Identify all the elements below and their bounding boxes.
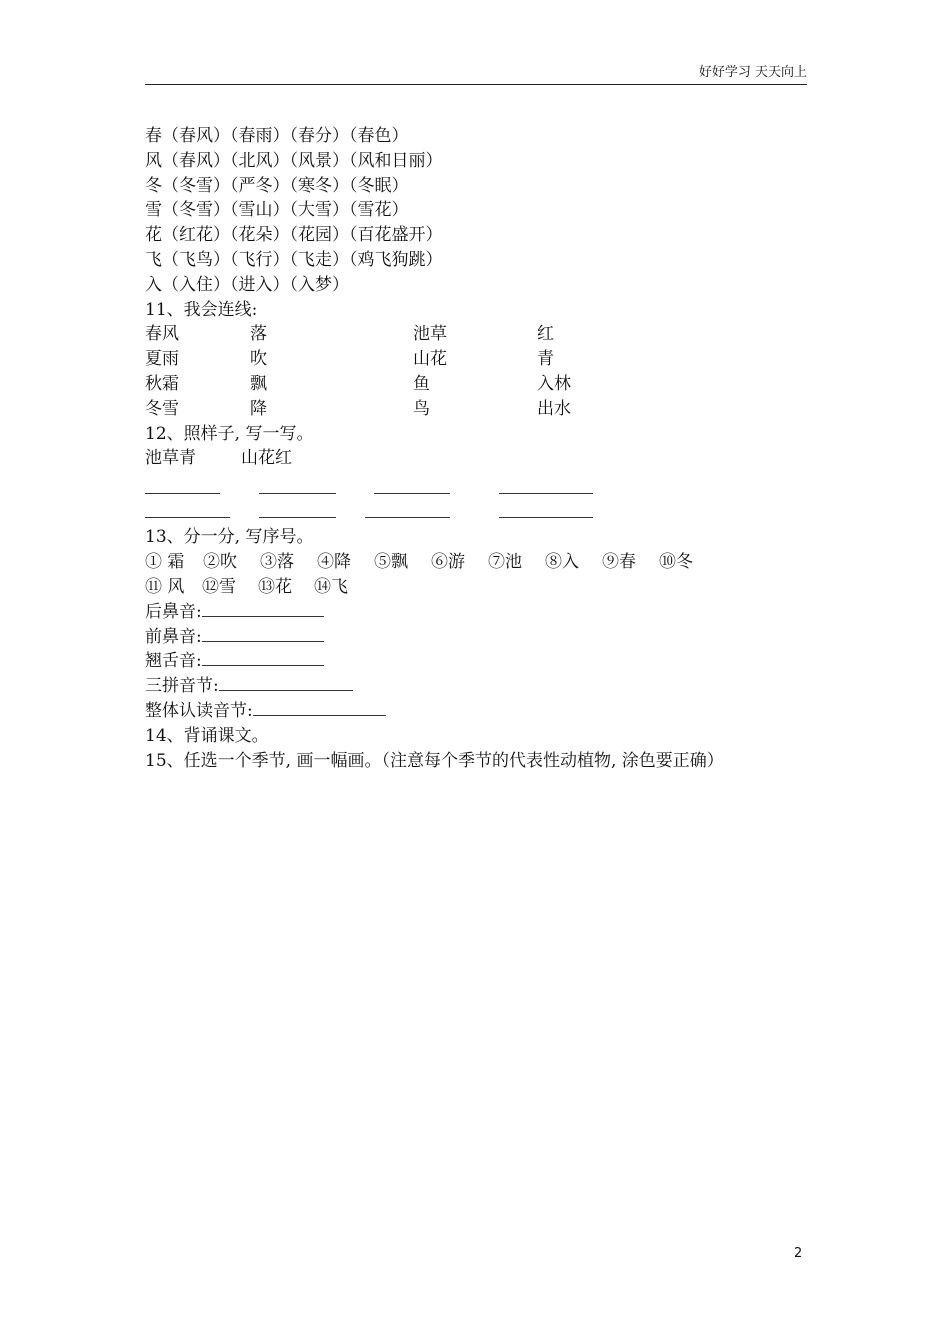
category-label: 三拼音节: xyxy=(145,676,219,697)
category-label: 翘舌音: xyxy=(145,651,202,672)
answer-blank[interactable] xyxy=(365,505,450,518)
word-line: 飞（飞鸟）（飞行）（飞走）（鸡飞狗跳） xyxy=(145,249,443,270)
match-item: 飘 xyxy=(250,373,267,394)
option-item: ⑦池 xyxy=(488,552,522,573)
category-line xyxy=(145,649,825,674)
answer-blank[interactable] xyxy=(499,505,593,518)
options-row xyxy=(145,575,825,600)
word-line: 花（红花）（花朵）（花园）（百花盛开） xyxy=(145,225,443,246)
question-12 xyxy=(145,422,825,526)
match-item: 入林 xyxy=(537,373,571,394)
option-item: ⑬花 xyxy=(258,576,292,597)
match-item: 降 xyxy=(250,398,267,419)
answer-blank[interactable] xyxy=(145,481,220,494)
match-item: 青 xyxy=(537,349,554,370)
question-title: 11、我会连线: xyxy=(145,299,258,320)
example-row xyxy=(145,446,825,477)
match-item: 红 xyxy=(537,324,554,345)
match-item: 秋霜 xyxy=(145,373,179,394)
worksheet-content xyxy=(145,124,825,773)
match-item: 吹 xyxy=(250,349,267,370)
match-item: 鸟 xyxy=(413,398,430,419)
option-item: ⑨春 xyxy=(602,552,636,573)
option-item: ① 霜 xyxy=(145,552,185,573)
match-item: 池草 xyxy=(413,324,447,345)
word-line: 风（春风）（北风）（风景）（风和日丽） xyxy=(145,150,443,171)
answer-blank[interactable] xyxy=(374,481,450,494)
category-label: 整体认读音节: xyxy=(145,700,253,721)
question-14: 14、背诵课文。 xyxy=(145,725,269,746)
category-line xyxy=(145,699,825,724)
answer-blank[interactable] xyxy=(259,481,336,494)
category-line xyxy=(145,674,825,699)
category-line xyxy=(145,625,825,650)
header-motto: 好好学习 天天向上 xyxy=(698,65,807,80)
word-line: 冬（冬雪）（严冬）（寒冬）（冬眠） xyxy=(145,175,409,196)
match-item: 春风 xyxy=(145,324,179,345)
page-number: 2 xyxy=(794,1246,803,1261)
option-item: ⑪ 风 xyxy=(145,576,185,597)
word-line: 春（春风）（春雨）（春分）（春色） xyxy=(145,126,409,146)
category-answer-blank[interactable] xyxy=(253,699,386,716)
options-row xyxy=(145,550,825,575)
word-line: 雪（冬雪）（雪山）（大雪）（雪花） xyxy=(145,200,409,221)
option-item: ⑫雪 xyxy=(202,576,236,597)
category-label: 前鼻音: xyxy=(145,626,202,647)
category-answer-blank[interactable] xyxy=(202,625,324,642)
question-15: 15、任选一个季节, 画一幅画。（注意每个季节的代表性动植物, 涂色要正确） xyxy=(145,750,724,771)
match-row xyxy=(145,397,825,422)
answer-blank[interactable] xyxy=(259,505,336,518)
word-line: 入（入住）（进入）（入梦） xyxy=(145,274,349,295)
match-row xyxy=(145,372,825,397)
category-answer-blank[interactable] xyxy=(202,649,324,666)
match-item: 冬雪 xyxy=(145,398,179,419)
example-phrase: 山花红 xyxy=(241,448,292,469)
match-row xyxy=(145,322,825,347)
word-groups xyxy=(145,124,825,298)
option-item: ⑧入 xyxy=(545,552,579,573)
option-item: ⑤飘 xyxy=(374,552,408,573)
option-item: ③落 xyxy=(260,552,294,573)
question-11 xyxy=(145,298,825,422)
question-title: 12、照样子, 写一写。 xyxy=(145,423,314,444)
page-header xyxy=(145,62,807,85)
answer-blank[interactable] xyxy=(145,505,230,518)
question-title: 13、分一分, 写序号。 xyxy=(145,527,314,548)
match-item: 落 xyxy=(250,324,267,345)
match-row xyxy=(145,347,825,372)
category-line xyxy=(145,600,825,625)
category-answer-blank[interactable] xyxy=(202,600,324,617)
option-item: ⑥游 xyxy=(431,552,465,573)
match-item: 夏雨 xyxy=(145,349,179,370)
match-item: 鱼 xyxy=(413,373,430,394)
option-item: ⑭飞 xyxy=(314,576,348,597)
option-item: ⑩冬 xyxy=(659,552,693,573)
answer-blank-row xyxy=(145,477,825,501)
question-13 xyxy=(145,525,825,723)
match-item: 出水 xyxy=(537,398,571,419)
example-phrase: 池草青 xyxy=(145,448,196,469)
answer-blank-row xyxy=(145,501,825,525)
category-answer-blank[interactable] xyxy=(219,674,353,691)
option-item: ④降 xyxy=(317,552,351,573)
option-item: ②吹 xyxy=(203,552,237,573)
match-item: 山花 xyxy=(413,349,447,370)
category-label: 后鼻音: xyxy=(145,601,202,622)
answer-blank[interactable] xyxy=(499,481,593,494)
